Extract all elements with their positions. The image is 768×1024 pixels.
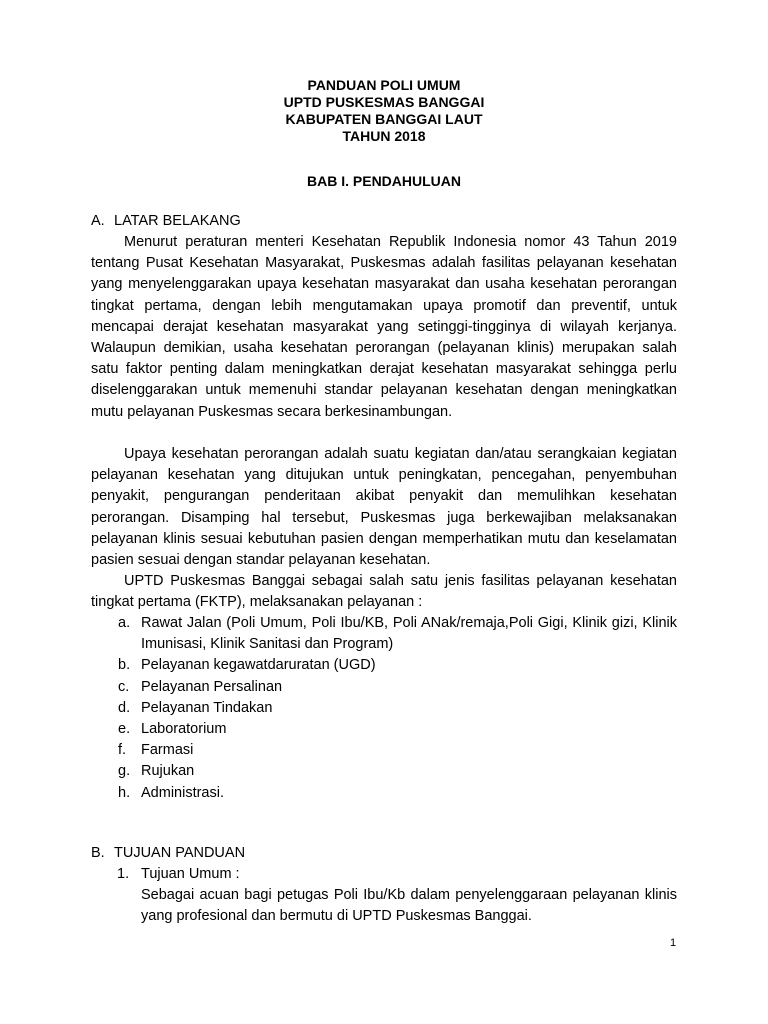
section-letter: A. [91, 213, 105, 229]
list-item [118, 761, 677, 782]
numbered-item-heading [117, 866, 240, 882]
paragraph [91, 571, 677, 613]
list-item [118, 719, 677, 740]
page-number: 1 [670, 937, 677, 949]
title-line: TAHUN 2018 [342, 128, 426, 144]
section-title: TUJUAN PANDUAN [114, 845, 246, 861]
list-item [118, 740, 677, 761]
list-marker: e. [118, 721, 131, 738]
list-item-text: Pelayanan Tindakan [141, 699, 273, 716]
numbered-item-text: Sebagai acuan bagi petugas Poli Ibu/Kb dalam penyelenggaraan pelayanan klinis yang profesional dan bermutu di UPTD Puskesmas Banggai. [141, 887, 677, 925]
item-title: Tujuan Umum : [141, 866, 240, 882]
section-letter: B. [91, 845, 105, 861]
paragraph-text: Upaya kesehatan perorangan adalah suatu kegiatan dan/atau serangkaian kegiatan pelayanan kesehatan yang ditujukan untuk peningkatan, pencegahan, penyembuhan penyakit, pengurangan penderitaan akibat penyakit dan memulihkan kesehatan perorangan. Disamping hal tersebut, Puskesmas juga berkewajiban melaksanakan pelayanan klinis sesuai kebutuhan pasien dengan memperhatikan mutu dan keselamatan pasien sesuai dengan standar pelayanan kesehatan. [91, 446, 677, 569]
list-marker: d. [118, 699, 131, 716]
list-item-text: Pelayanan Persalinan [141, 678, 283, 695]
list-item [118, 655, 677, 676]
paragraph-text: Menurut peraturan menteri Kesehatan Republik Indonesia nomor 43 Tahun 2019 tentang Pusat Kesehatan Masyarakat, Puskesmas adalah fasilitas pelayanan kesehatan yang menyelenggarakan upaya kesehatan masyarakat dan usaha kesehatan perorangan tingkat pertama, dengan lebih mengutamakan upaya promotif dan preventif, untuk mencapai derajat kesehatan masyarakat yang setinggi-tingginya di wilayah kerjanya. Walaupun demikian, usaha kesehatan perorangan (pelayanan klinis) merupakan salah satu faktor penting dalam meningkatkan derajat kesehatan masyarakat sehingga perlu diselenggarakan untuk memenuhi standar pelayanan kesehatan dengan meningkatkan mutu pelayanan Puskesmas secara berkesinambungan. [91, 234, 677, 420]
section-heading-a [91, 213, 241, 229]
list-marker: c. [118, 678, 130, 695]
document-title-block [0, 77, 768, 145]
list-item [118, 613, 677, 655]
list-item-text: Rujukan [141, 763, 195, 780]
title-line: KABUPATEN BANGGAI LAUT [285, 111, 483, 127]
list-item-text: Rawat Jalan (Poli Umum, Poli Ibu/KB, Poli ANak/remaja,Poli Gigi, Klinik gizi, Klinik Imunisasi, Klinik Sanitasi dan Program) [141, 615, 677, 653]
list-item-text: Farmasi [141, 742, 194, 759]
list-item-text: Laboratorium [141, 721, 227, 738]
title-line: UPTD PUSKESMAS BANGGAI [283, 94, 485, 110]
list-item [118, 698, 677, 719]
services-list [118, 613, 677, 804]
list-item-text: Pelayanan kegawatdaruratan (UGD) [141, 657, 376, 674]
list-marker: h. [118, 784, 131, 801]
section-heading-b [91, 845, 245, 861]
paragraph [91, 232, 677, 423]
paragraph [91, 444, 677, 571]
chapter-title: BAB I. PENDAHULUAN [307, 173, 461, 189]
list-marker: b. [118, 657, 131, 674]
list-item [118, 677, 677, 698]
title-line: PANDUAN POLI UMUM [307, 77, 461, 93]
paragraph-text: UPTD Puskesmas Banggai sebagai salah satu jenis fasilitas pelayanan kesehatan tingkat pertama (FKTP), melaksanakan pelayanan : [91, 573, 677, 611]
list-marker: g. [118, 763, 131, 780]
section-title: LATAR BELAKANG [114, 213, 241, 229]
list-marker: a. [118, 615, 131, 631]
list-marker: f. [118, 742, 127, 759]
list-item [118, 783, 677, 804]
item-number: 1. [117, 866, 130, 882]
list-item-text: Administrasi. [141, 784, 224, 801]
